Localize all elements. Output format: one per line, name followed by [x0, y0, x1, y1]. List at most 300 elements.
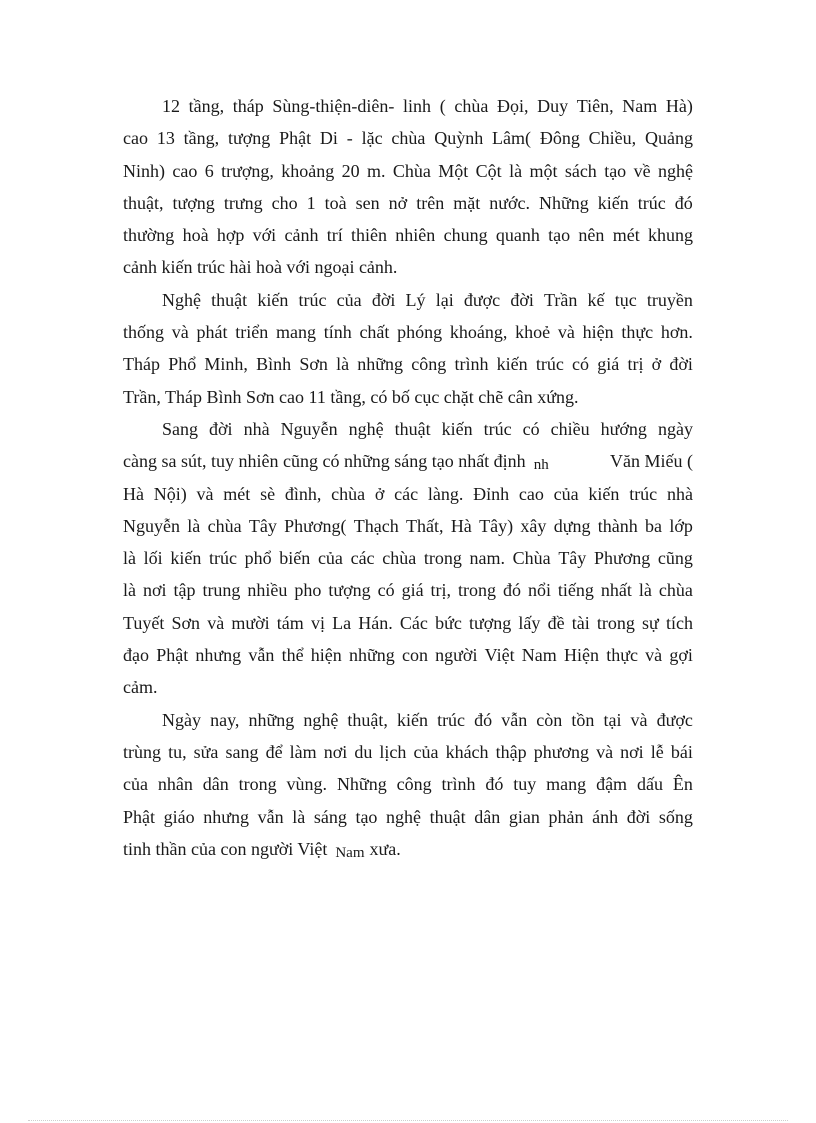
word: là	[123, 580, 136, 601]
word: đó	[485, 774, 504, 795]
paragraph-3-line-3	[123, 478, 693, 510]
word: làng.	[427, 483, 464, 504]
word: trung	[202, 580, 241, 601]
word: lấy	[518, 612, 541, 633]
word: vẫn	[501, 709, 528, 730]
word: nghệ	[386, 806, 422, 827]
word: (	[439, 96, 446, 116]
word: Chùa	[512, 548, 551, 569]
word: kiến	[597, 192, 629, 213]
word: tạo	[604, 160, 627, 181]
word: gian	[508, 806, 540, 827]
word: Hán.	[358, 612, 393, 633]
word: chùa	[207, 515, 242, 536]
word: Duy	[537, 96, 569, 116]
word: sự	[642, 612, 659, 633]
word: những	[248, 709, 295, 730]
word: tại	[603, 709, 622, 730]
word: cảnh	[284, 225, 319, 246]
word: Việt	[484, 645, 515, 666]
word: sáng	[313, 806, 347, 827]
word: thống	[123, 322, 165, 343]
word: trình	[454, 354, 489, 375]
word: chùa	[331, 483, 366, 504]
word: và	[557, 322, 575, 343]
word: hơn.	[660, 322, 693, 343]
word: trình	[441, 774, 476, 795]
word: quanh	[495, 225, 540, 246]
word: về	[633, 160, 651, 181]
word: Tháp	[123, 354, 160, 375]
word: nhà	[243, 418, 270, 439]
word: đình,	[284, 483, 322, 504]
word: Hà	[123, 483, 144, 504]
word: chùa	[382, 548, 417, 569]
word: hoà	[182, 225, 209, 246]
word: -	[346, 128, 353, 149]
word: Quỳnh	[434, 128, 484, 149]
word: kiến	[396, 709, 428, 730]
word: Đông	[539, 128, 580, 149]
word: chung	[443, 225, 488, 246]
word: 20	[341, 160, 360, 181]
word: Một	[438, 160, 469, 181]
word: tượng	[328, 580, 371, 601]
word: 6	[204, 160, 214, 181]
word: trong	[458, 580, 496, 601]
word: trúc	[535, 354, 564, 375]
word: Phật	[156, 645, 189, 666]
word: của	[413, 741, 439, 762]
word: nở	[388, 192, 408, 213]
word: Phương(	[284, 515, 347, 536]
word: vẫn	[248, 645, 275, 666]
word: lớp	[669, 515, 693, 536]
word: Trần	[544, 289, 578, 310]
word: tài	[571, 612, 590, 633]
word: hiện	[310, 645, 342, 666]
word: tháp	[232, 96, 264, 116]
word: Chùa	[392, 160, 431, 181]
word: với	[252, 225, 277, 246]
paragraph-2-line-2	[123, 316, 693, 348]
word: có	[522, 418, 540, 439]
word: Ninh)	[123, 160, 165, 181]
word: tính	[323, 322, 352, 343]
word: phát	[196, 322, 228, 343]
word: Hiện	[563, 645, 599, 666]
word: Bình	[256, 354, 292, 375]
paragraph-1-line-5	[123, 219, 693, 251]
word: bức	[435, 612, 462, 633]
word: trúc	[298, 289, 327, 310]
word: là	[638, 580, 652, 601]
word: dân	[474, 806, 501, 827]
word: chùa	[454, 96, 489, 116]
word: ba	[645, 515, 663, 536]
paragraph-3-line-2-text: càng sa sút, tuy nhiên cũng có những sáng tạo nhất định	[123, 451, 526, 472]
word: có	[572, 354, 590, 375]
word: khoảng	[281, 160, 335, 181]
word: chất	[359, 322, 390, 343]
paragraph-2-line-1	[123, 284, 693, 316]
word: đề	[547, 612, 565, 633]
word: Lý	[405, 289, 426, 310]
word: lễ	[650, 741, 664, 762]
word: xây	[520, 515, 547, 536]
word: Thất,	[406, 515, 444, 536]
word: Đọi,	[496, 96, 529, 116]
word: Phổ	[168, 354, 197, 375]
word: nay,	[210, 709, 240, 730]
word: trúc	[437, 709, 466, 730]
word: tượng	[172, 192, 215, 213]
word: được	[656, 709, 693, 730]
word: nhưng	[195, 645, 242, 666]
word: pho	[294, 580, 322, 601]
paragraph-4-line-5-tail: xưa.	[369, 838, 401, 859]
word: trúc	[629, 483, 658, 504]
word: và	[207, 612, 225, 633]
word: vùng.	[286, 774, 328, 795]
word: Chiều,	[588, 128, 637, 149]
word: ngày	[657, 418, 693, 439]
word: tục	[614, 289, 637, 310]
word: là	[123, 548, 136, 569]
word: Lâm(	[492, 128, 532, 149]
word: du	[354, 741, 373, 762]
word: nhất	[600, 580, 632, 601]
word: Tiên,	[576, 96, 614, 116]
word: phóng	[397, 322, 443, 343]
word: của	[553, 483, 579, 504]
paragraph-3-subscript-nh: nh	[533, 457, 549, 474]
paragraph-3-line-7	[123, 607, 693, 639]
word: thực	[606, 645, 638, 666]
word: nơi	[323, 741, 348, 762]
word: thuật	[211, 289, 248, 310]
word: và	[645, 645, 663, 666]
word: kiến	[257, 289, 289, 310]
word: đó	[674, 192, 693, 213]
word: tạo	[548, 225, 571, 246]
word: toà	[324, 192, 347, 213]
word: tích	[665, 612, 693, 633]
word: tuy	[513, 774, 537, 795]
word: ở	[374, 483, 385, 504]
word: triển	[235, 322, 269, 343]
word: Phật	[279, 128, 312, 149]
word: Quảng	[645, 128, 693, 149]
word: tạo	[355, 806, 378, 827]
paragraph-1-line-3	[123, 155, 693, 187]
word: cao	[123, 128, 148, 149]
word: lại	[435, 289, 454, 310]
word: đời	[669, 354, 693, 375]
word: Hà	[450, 515, 472, 536]
word: Cột	[475, 160, 502, 181]
paragraph-3-line-8	[123, 639, 693, 671]
word: Những	[539, 192, 589, 213]
word: công	[411, 354, 447, 375]
word: Tây)	[479, 515, 514, 536]
word: nhiên	[395, 225, 436, 246]
word: biến	[279, 548, 311, 569]
paragraph-1-line-4	[123, 187, 693, 219]
word: đó	[474, 709, 493, 730]
word: nghệ	[348, 418, 384, 439]
word: sống	[658, 806, 693, 827]
word: Những	[336, 774, 387, 795]
word: có	[377, 580, 395, 601]
word: của	[123, 774, 148, 795]
word: trong	[423, 548, 462, 569]
word: tiếng	[557, 580, 594, 601]
word: và	[630, 709, 648, 730]
word: còn	[536, 709, 563, 730]
word: Tây	[248, 515, 277, 536]
word: Hà)	[665, 96, 693, 116]
word: trùng	[123, 741, 161, 762]
word: truyền	[646, 289, 693, 310]
word: Các	[399, 612, 428, 633]
word: các	[350, 548, 375, 569]
word: tầng,	[183, 128, 220, 149]
word: tượng	[468, 612, 512, 633]
word: gợi	[669, 645, 693, 666]
word: linh	[403, 96, 432, 116]
word: tồn	[571, 709, 595, 730]
word: trong	[238, 774, 277, 795]
word: thiên	[351, 225, 388, 246]
word: khoẻ	[515, 322, 551, 343]
word: ở	[651, 354, 662, 375]
word: kiến	[170, 548, 202, 569]
paragraph-3-line-1	[123, 413, 693, 445]
word: 1	[306, 192, 316, 213]
word: mang	[275, 322, 316, 343]
word: trị,	[430, 580, 452, 601]
word: khách	[445, 741, 489, 762]
word: kiến	[441, 418, 473, 439]
paragraph-4-line-1	[123, 704, 693, 736]
word: phổ	[244, 548, 272, 569]
word: dấu	[636, 774, 663, 795]
word: tập	[173, 580, 196, 601]
word: cho	[271, 192, 298, 213]
word: lịch	[379, 741, 407, 762]
word: Di	[319, 128, 338, 149]
word: một	[529, 160, 558, 181]
word: những	[349, 645, 395, 666]
word: đời	[626, 806, 651, 827]
word: nghệ	[657, 160, 693, 181]
word: trượng,	[221, 160, 274, 181]
word: lối	[143, 548, 163, 569]
word: trưng	[223, 192, 263, 213]
word: khung	[647, 225, 693, 246]
word: người	[435, 645, 478, 666]
word: là	[509, 160, 523, 181]
word: lặc	[361, 128, 383, 149]
word: kiến	[496, 354, 528, 375]
word: thành	[597, 515, 638, 536]
word: bái	[670, 741, 693, 762]
word: thể	[281, 645, 304, 666]
word: của	[336, 289, 362, 310]
word: là	[292, 806, 306, 827]
word: Tây	[558, 548, 587, 569]
word: con	[401, 645, 428, 666]
paragraph-4-line-2	[123, 736, 693, 768]
word: ánh	[592, 806, 619, 827]
paragraph-3-line-2	[123, 445, 693, 477]
word: mười	[231, 612, 270, 633]
word: và	[196, 483, 214, 504]
word: Nam	[521, 645, 557, 666]
word: công	[396, 774, 432, 795]
word: trúc	[637, 192, 666, 213]
paragraph-3-line-2-tail: Văn Miếu (	[610, 451, 693, 472]
word: đời	[510, 289, 534, 310]
word: sửa	[193, 741, 219, 762]
word: để	[265, 741, 283, 762]
word: thuật	[429, 806, 466, 827]
word: tượng	[227, 128, 271, 149]
word: hiện	[582, 322, 614, 343]
document-body	[123, 90, 693, 865]
word: thập	[495, 741, 527, 762]
word: nam.	[469, 548, 505, 569]
paragraph-3-line-9: cảm.	[123, 677, 158, 698]
word: và	[596, 741, 614, 762]
word: chiều	[550, 418, 590, 439]
word: cao	[172, 160, 198, 181]
word: giáo	[163, 806, 195, 827]
word: mét	[612, 225, 640, 246]
word: sách	[564, 160, 597, 181]
word: Tuyết	[123, 612, 165, 633]
paragraph-4-line-5-text: tinh thần của con người Việt	[123, 838, 328, 859]
word: 12	[162, 96, 180, 116]
page-bottom-rule	[28, 1120, 788, 1121]
word: được	[463, 289, 501, 310]
word: thường	[123, 225, 175, 246]
word: thuật,	[123, 192, 164, 213]
word: trong	[596, 612, 635, 633]
word: Ên	[672, 774, 693, 795]
word: cao	[518, 483, 544, 504]
word: là	[336, 354, 350, 375]
paragraph-4-line-4	[123, 801, 693, 833]
paragraph-3-line-4	[123, 510, 693, 542]
word: mét	[223, 483, 251, 504]
paragraph-1-line-1	[123, 90, 693, 122]
word: hợp	[216, 225, 245, 246]
word: nơi	[142, 580, 167, 601]
word: Đỉnh	[473, 483, 510, 504]
word: nhưng	[203, 806, 249, 827]
paragraph-2-line-4: Trần, Tháp Bình Sơn cao 11 tầng, có bố cục chặt chẽ cân xứng.	[123, 386, 579, 407]
word: Nam	[622, 96, 658, 116]
word: phương	[533, 741, 589, 762]
word: trúc	[208, 548, 237, 569]
word: làm	[289, 741, 317, 762]
word: kế	[587, 289, 605, 310]
word: m.	[367, 160, 386, 181]
word: Nguyễn	[280, 418, 338, 439]
word: nổi	[527, 580, 551, 601]
word: Nguyễn	[123, 515, 180, 536]
word: La	[332, 612, 352, 633]
word: tu,	[168, 741, 187, 762]
word: Minh,	[204, 354, 248, 375]
word: mặt	[453, 192, 481, 213]
word: tám	[276, 612, 304, 633]
word: mang	[546, 774, 587, 795]
word: nhà	[666, 483, 693, 504]
word: trị	[627, 354, 644, 375]
word: đó	[502, 580, 521, 601]
word: nước.	[489, 192, 530, 213]
paragraph-4-line-3	[123, 768, 693, 800]
word: và	[171, 322, 189, 343]
word: chùa	[658, 580, 693, 601]
word: đời	[209, 418, 233, 439]
paragraph-4-subscript-nam: Nam	[335, 844, 365, 861]
word: Phương	[593, 548, 651, 569]
word: kiến	[588, 483, 620, 504]
word: sè	[260, 483, 276, 504]
paragraph-4-line-5	[123, 833, 693, 865]
word: sang	[225, 741, 259, 762]
word: 13	[156, 128, 175, 149]
word: đậm	[596, 774, 628, 795]
paragraph-1-line-2	[123, 122, 693, 154]
word: vị	[310, 612, 325, 633]
word: sen	[355, 192, 380, 213]
word: Sơn	[171, 612, 201, 633]
word: thực	[621, 322, 654, 343]
paragraph-3-line-5	[123, 542, 693, 574]
word: vẫn	[257, 806, 284, 827]
word: Phật	[123, 806, 156, 827]
word: nghệ	[303, 709, 339, 730]
word: cũng	[657, 548, 693, 569]
word: thuật	[394, 418, 431, 439]
word: Nghệ	[162, 289, 201, 310]
word: Nội)	[153, 483, 187, 504]
word: dân	[202, 774, 229, 795]
paragraph-2-line-3	[123, 348, 693, 380]
word: tầng,	[188, 96, 225, 116]
word: giá	[597, 354, 620, 375]
word: chùa	[391, 128, 426, 149]
word: Thạch	[353, 515, 399, 536]
word: đạo	[123, 645, 149, 666]
word: trí	[326, 225, 343, 246]
word: các	[394, 483, 419, 504]
word: là	[187, 515, 201, 536]
word: Sang	[162, 418, 198, 439]
word: trúc	[483, 418, 512, 439]
word: nơi	[620, 741, 644, 762]
word: Ngày	[162, 709, 201, 730]
word: thuật,	[347, 709, 388, 730]
word: khoáng,	[449, 322, 508, 343]
paragraph-1-line-6: cảnh kiến trúc hài hoà với ngoại cảnh.	[123, 257, 398, 278]
word: Sơn	[299, 354, 328, 375]
